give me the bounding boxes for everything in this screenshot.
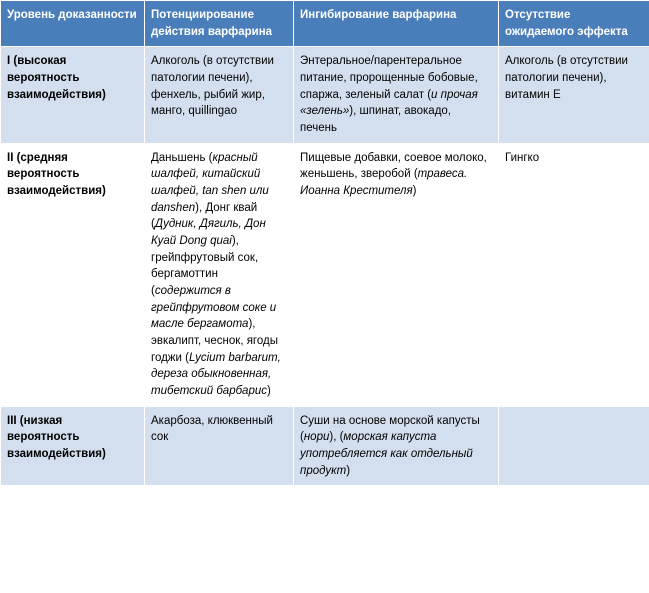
- cell-evidence-level: III (низкая вероятность взаимодействия): [1, 406, 145, 486]
- table-row: [1, 47, 649, 143]
- cell-no-effect: Алкоголь (в отсутствии патологии печени), витамин Е: [499, 47, 649, 143]
- cell-potentiation: Даньшень (красный шалфей, китайский шалфей, tan shen или danshen), Донг квай (Дудник, Дягиль, Дон Куай Dong quai), грейпфрутовый сок, бергамоттин (содержится в грейпфрутовом соке и масле бергамота), эвкалипт, чеснок, ягоды годжи (Lycium barbarum, дереза обыкновенная, тибетский барбарис): [145, 143, 294, 406]
- cell-potentiation: Акарбоза, клюквенный сок: [145, 406, 294, 486]
- table-header-row: [1, 1, 649, 47]
- cell-no-effect: Гингко: [499, 143, 649, 406]
- cell-evidence-level: II (средняя вероятность взаимодействия): [1, 143, 145, 406]
- table-body: [1, 47, 649, 486]
- column-header-potentiation: Потенциирование действия варфарина: [145, 1, 294, 47]
- table-row: [1, 406, 649, 486]
- column-header-inhibition: Ингибирование варфарина: [294, 1, 499, 47]
- cell-inhibition: Пищевые добавки, соевое молоко, женьшень, зверобой (травеса. Иоанна Крестителя): [294, 143, 499, 406]
- column-header-evidence-level: Уровень доказанности: [1, 1, 145, 47]
- table-header: [1, 1, 649, 47]
- cell-no-effect: [499, 406, 649, 486]
- cell-inhibition: Суши на основе морской капусты (нори), (морская капуста употребляется как отдельный продукт): [294, 406, 499, 486]
- column-header-no-effect: Отсутствие ожидаемого эффекта: [499, 1, 649, 47]
- table-row: [1, 143, 649, 406]
- cell-inhibition: Энтеральное/парентеральное питание, пророщенные бобовые, спаржа, зеленый салат (и прочая «зелень»), шпинат, авокадо, печень: [294, 47, 499, 143]
- cell-potentiation: Алкоголь (в отсутствии патологии печени), фенхель, рыбий жир, манго, quillingao: [145, 47, 294, 143]
- cell-evidence-level: I (высокая вероятность взаимодействия): [1, 47, 145, 143]
